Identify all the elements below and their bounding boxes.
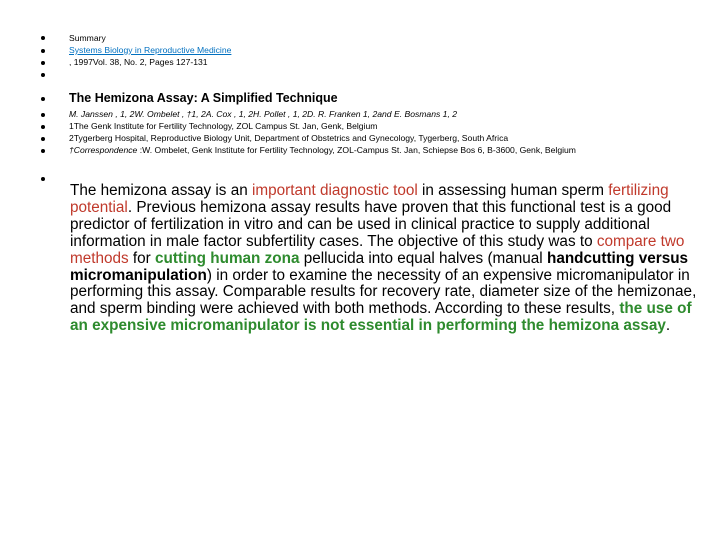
abstract-text: ) in order to examine the necessity of an expensive micromanipulator in performing this assay. Comparable results for recovery rate, diameter size of the hemizonae, and sperm binding were achieved with both methods. According to these results, xyxy=(70,266,697,318)
bullet xyxy=(41,36,45,40)
abstract-paragraph xyxy=(70,183,700,335)
bullet xyxy=(41,73,45,77)
affiliation-2: 2Tygerberg Hospital, Reproductive Biology Unit, Department of Obstetrics and Gynecology, Tygerberg, South Africa xyxy=(69,133,509,143)
correspondence-text: :W. Ombelet, Genk Institute for Fertility Technology, ZOL-Campus St. Jan, Schiepse Bos 6, B-3600, Genk, Belgium xyxy=(137,145,576,155)
article-title: The Hemizona Assay: A Simplified Technique xyxy=(69,91,338,105)
highlight-conclusion: the use of an expensive micromanipulator is not essential in performing the hemizona assay xyxy=(70,300,692,335)
correspondence xyxy=(69,145,576,156)
highlight-cutting-zona: cutting human zona xyxy=(155,249,300,267)
abstract-text: for xyxy=(128,249,156,267)
bullet xyxy=(41,149,45,153)
authors: M. Janssen , 1, 2W. Ombelet , †1, 2A. Cox , 1, 2H. Pollet , 1, 2D. R. Franken 1, 2and E. Bosmans 1, 2 xyxy=(69,109,458,119)
bullet xyxy=(41,125,45,129)
highlight-diagnostic-tool: important diagnostic tool xyxy=(251,182,418,199)
highlight-compare-methods: compare two methods xyxy=(70,232,685,267)
correspondence-label: †Correspondence xyxy=(69,145,138,155)
abstract-text: pellucida into equal halves (manual xyxy=(299,249,547,267)
summary-label: Summary xyxy=(69,33,106,43)
abstract-text: The hemizona assay is an xyxy=(70,182,252,199)
bullet xyxy=(41,97,45,101)
bullet xyxy=(41,61,45,65)
affiliation-1: 1The Genk Institute for Fertility Technology, ZOL Campus St. Jan, Genk, Belgium xyxy=(69,121,378,131)
bullet xyxy=(41,177,45,181)
abstract-text: in assessing human sperm xyxy=(417,182,609,199)
highlight-handcutting: handcutting versus micromanipulation xyxy=(70,249,689,284)
highlight-fertilizing-potential: fertilizing potential xyxy=(70,182,669,216)
bullet xyxy=(41,113,45,117)
abstract-text: . xyxy=(665,317,671,335)
bullet xyxy=(41,137,45,141)
journal-link[interactable]: Systems Biology in Reproductive Medicine xyxy=(69,45,232,55)
abstract-text: . Previous hemizona assay results have proven that this functional test is a good predictor of fertilization in vitro and can be used in clinical practice to supply additional information in male factor subfertility cases. The objective of this study was to xyxy=(70,198,672,250)
citation: , 1997Vol. 38, No. 2, Pages 127-131 xyxy=(69,57,208,67)
bullet xyxy=(41,49,45,53)
